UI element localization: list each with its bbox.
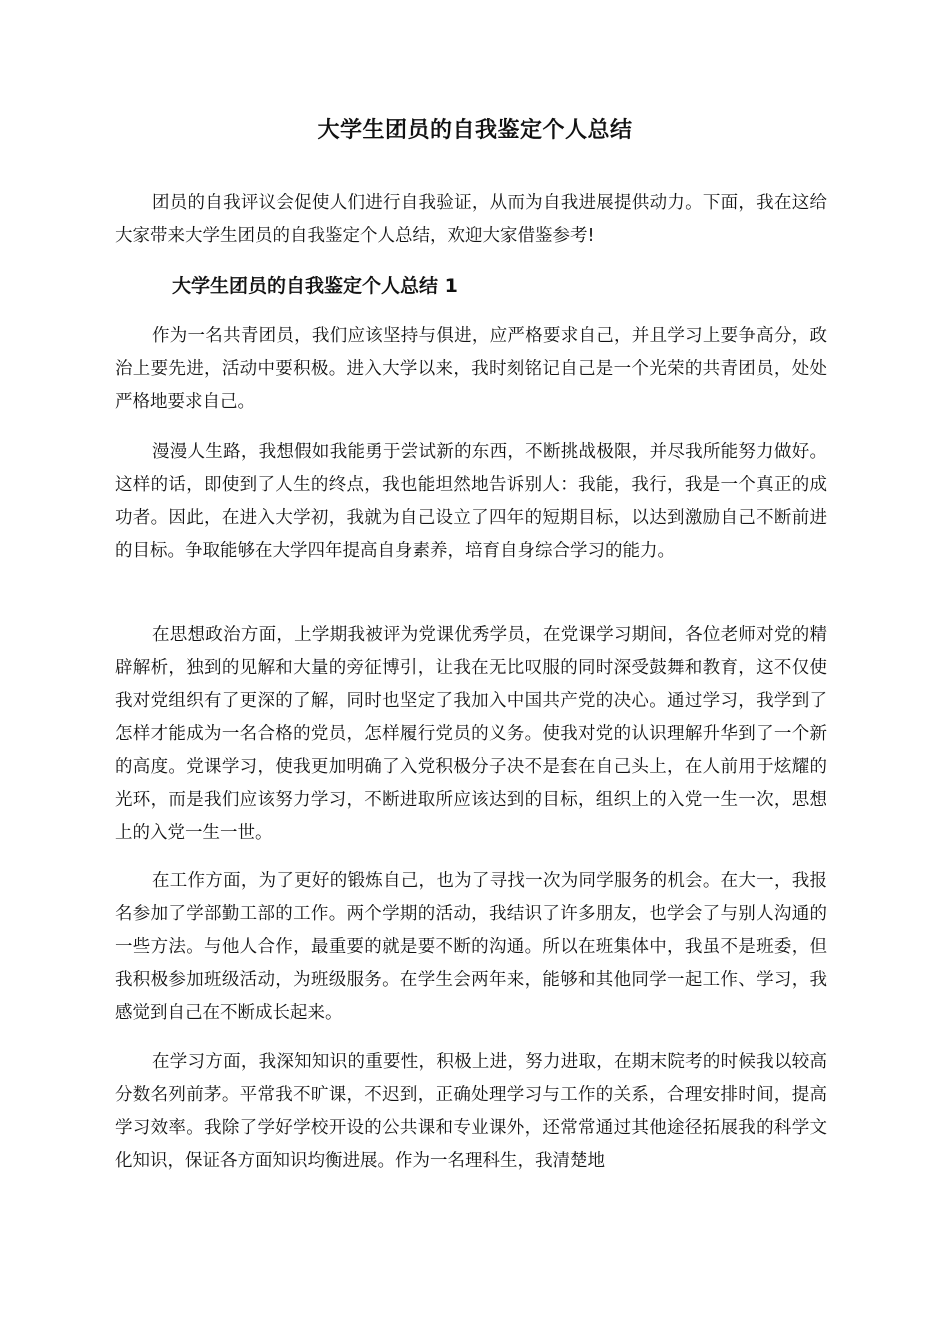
intro-paragraph: 团员的自我评议会促使人们进行自我验证，从而为自我进展提供动力。下面，我在这给大家带来大学生团员的自我鉴定个人总结，欢迎大家借鉴参考! bbox=[115, 193, 827, 246]
body-paragraph: 在学习方面，我深知知识的重要性，积极上进，努力进取，在期末院考的时候我以较高分数名列前茅。平常我不旷课，不迟到，正确处理学习与工作的关系，合理安排时间，提高学习效率。我除了学好学校开设的公共课和专业课外，还常常通过其他途径拓展我的科学文化知识，保证各方面知识均衡进展。作为一名理科生，我清楚地 bbox=[115, 1052, 827, 1171]
body-paragraph: 在工作方面，为了更好的锻炼自己，也为了寻找一次为同学服务的机会。在大一，我报名参加了学部勤工部的工作。两个学期的活动，我结识了许多朋友，也学会了与别人沟通的一些方法。与他人合作，最重要的就是要不断的沟通。所以在班集体中，我虽不是班委，但我积极参加班级活动，为班级服务。在学生会两年来，能够和其他同学一起工作、学习，我感觉到自己在不断成长起来。 bbox=[115, 871, 827, 1023]
body-paragraph: 在思想政治方面，上学期我被评为党课优秀学员，在党课学习期间，各位老师对党的精辟解析，独到的见解和大量的旁征博引，让我在无比叹服的同时深受鼓舞和教育，这不仅使我对党组织有了更深的了解，同时也坚定了我加入中国共产党的决心。通过学习，我学到了怎样才能成为一名合格的党员，怎样履行党员的义务。使我对党的认识理解升华到了一个新的高度。党课学习，使我更加明确了入党积极分子决不是套在自己头上，在人前用于炫耀的光环，而是我们应该努力学习，不断进取所应该达到的目标，组织上的入党一生一次，思想上的入党一生一世。 bbox=[115, 625, 827, 843]
body-paragraph: 漫漫人生路，我想假如我能勇于尝试新的东西，不断挑战极限，并尽我所能努力做好。这样的话，即使到了人生的终点，我也能坦然地告诉别人：我能，我行，我是一个真正的成功者。因此，在进入大学初，我就为自己设立了四年的短期目标，以达到激励自己不断前进的目标。争取能够在大学四年提高自身素养，培育自身综合学习的能力。 bbox=[115, 442, 827, 561]
section-heading: 大学生团员的自我鉴定个人总结 1 bbox=[172, 275, 458, 297]
body-paragraph: 作为一名共青团员，我们应该坚持与俱进，应严格要求自己，并且学习上要争高分，政治上要先进，活动中要积极。进入大学以来，我时刻铭记自己是一个光荣的共青团员，处处严格地要求自己。 bbox=[115, 326, 827, 412]
document-title: 大学生团员的自我鉴定个人总结 bbox=[317, 118, 633, 143]
